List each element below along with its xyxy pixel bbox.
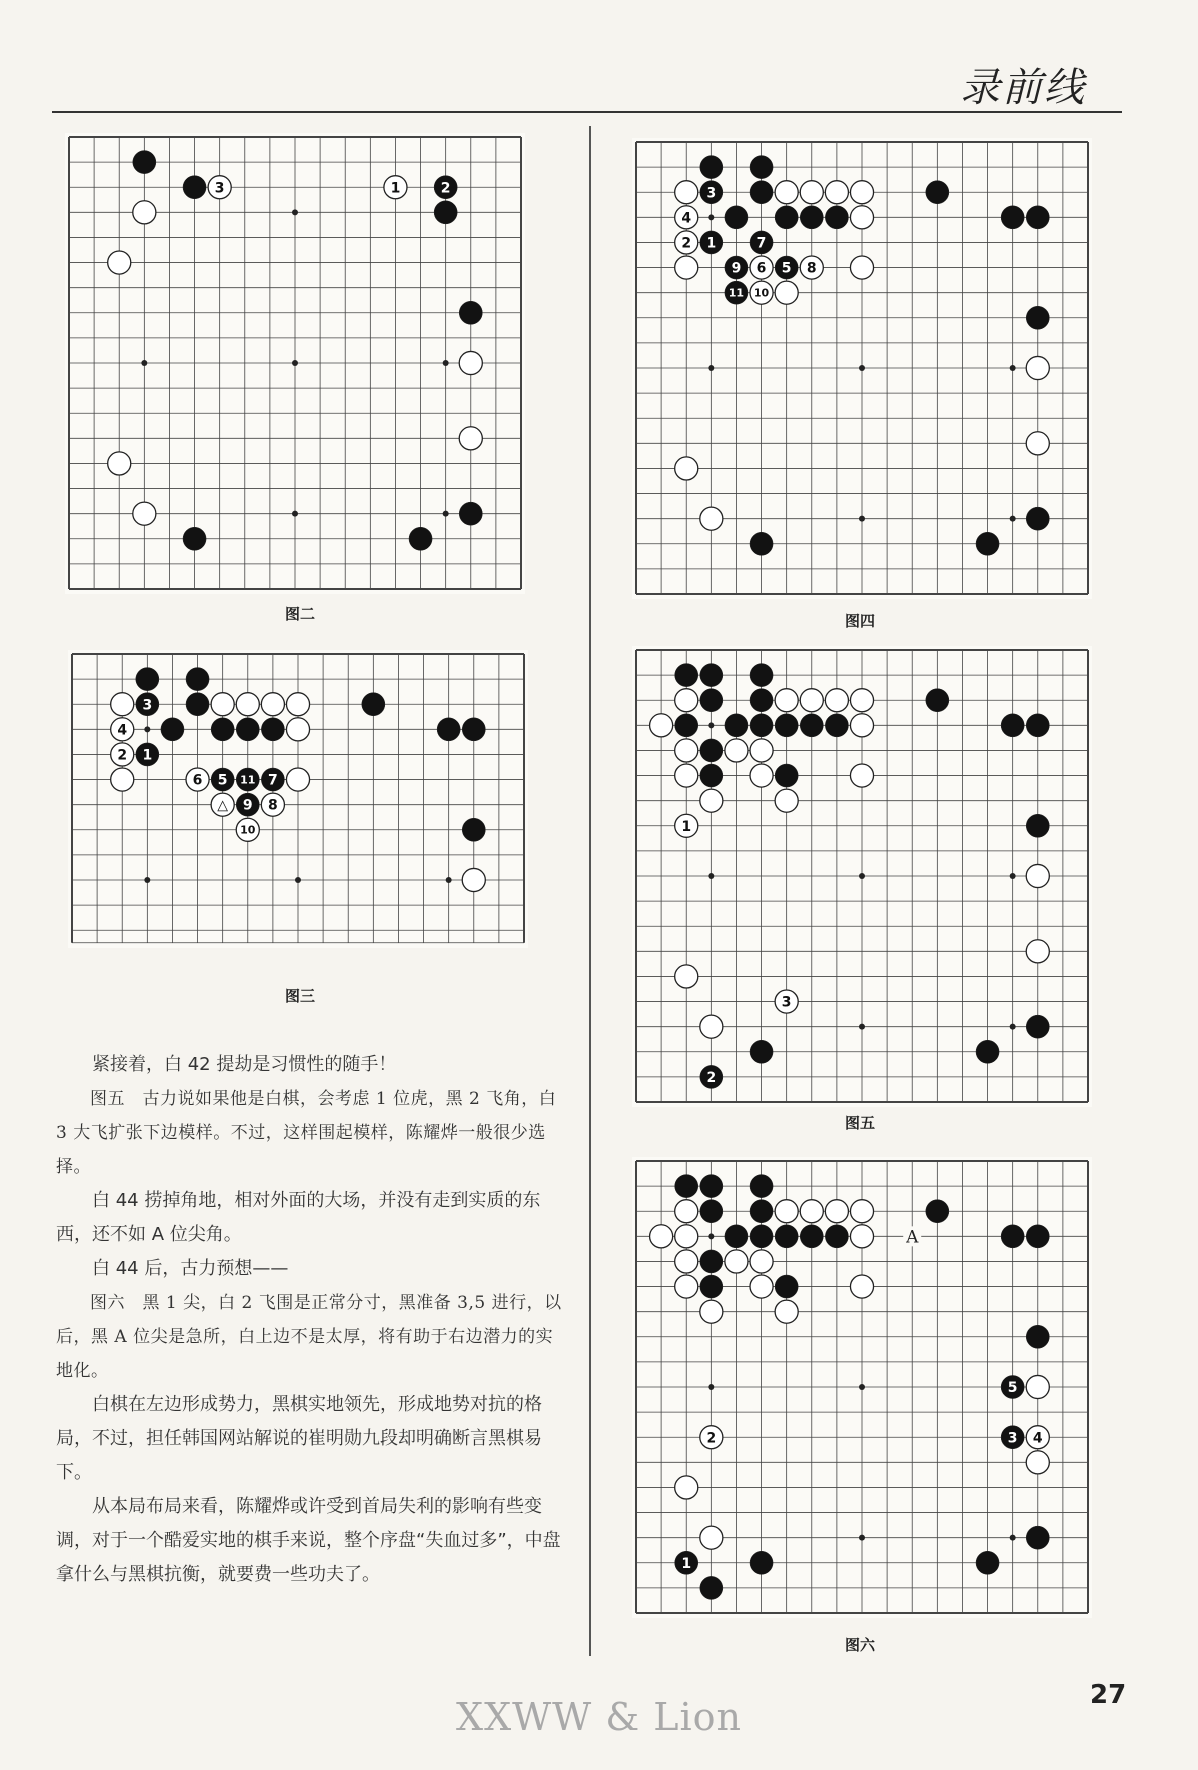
white-stone — [1026, 432, 1049, 455]
go-board-fig2-svg — [65, 133, 525, 594]
go-board-fig6-svg — [632, 1157, 1092, 1618]
white-stone — [775, 181, 798, 204]
black-stone — [775, 1275, 798, 1298]
header-rule — [52, 111, 1122, 113]
white-stone — [700, 789, 723, 812]
white-stone — [850, 1200, 873, 1223]
white-stone — [111, 768, 134, 791]
black-stone — [700, 1175, 723, 1198]
caption-fig5: 图五 — [844, 1114, 875, 1132]
white-stone — [675, 1275, 698, 1298]
watermark: XXWW & Lion — [456, 1695, 742, 1739]
black-stone — [1026, 1325, 1049, 1348]
go-board-fig3-svg — [68, 650, 528, 948]
star-point — [446, 877, 452, 883]
black-stone — [750, 689, 773, 712]
black-stone — [775, 714, 798, 737]
black-stone — [750, 532, 773, 555]
star-point — [708, 365, 714, 371]
move-number-label: 2 — [440, 180, 451, 197]
move-number-label: 1 — [681, 818, 692, 835]
white-stone — [850, 689, 873, 712]
black-stone — [133, 151, 156, 174]
star-point — [859, 1384, 865, 1390]
move-number-label: 4 — [681, 210, 692, 227]
black-stone — [976, 1040, 999, 1063]
black-stone — [236, 718, 259, 741]
article-paragraph: 白 44 后，古力预想—— — [92, 1258, 289, 1279]
white-stone — [462, 868, 485, 891]
white-stone — [211, 693, 234, 716]
white-stone — [850, 206, 873, 229]
white-stone — [1026, 864, 1049, 887]
caption-fig2: 图二 — [284, 605, 315, 623]
move-number-label: 4 — [117, 722, 128, 739]
white-stone — [850, 181, 873, 204]
black-stone — [1001, 714, 1024, 737]
article-paragraph: 紧接着，白 42 提劫是习惯性的随手！ — [92, 1054, 397, 1075]
black-stone — [750, 664, 773, 687]
caption-fig3: 图三 — [284, 987, 315, 1005]
black-stone — [459, 301, 482, 324]
black-stone — [750, 1200, 773, 1223]
star-point — [708, 214, 714, 220]
star-point — [141, 360, 147, 366]
white-stone — [675, 457, 698, 480]
star-point — [708, 722, 714, 728]
black-stone — [926, 1200, 949, 1223]
black-stone — [800, 206, 823, 229]
black-stone — [462, 818, 485, 841]
caption-fig4: 图四 — [844, 612, 875, 630]
white-stone — [750, 1275, 773, 1298]
white-stone — [775, 281, 798, 304]
white-stone — [800, 181, 823, 204]
black-stone — [1026, 507, 1049, 530]
go-board-fig2 — [65, 133, 525, 594]
column-divider — [589, 126, 591, 1656]
white-stone — [675, 689, 698, 712]
move-number-label: 2 — [706, 1430, 717, 1447]
white-stone — [286, 693, 309, 716]
move-number-label: 1 — [142, 747, 153, 764]
black-stone — [437, 718, 460, 741]
white-stone — [1026, 940, 1049, 963]
white-stone — [675, 1250, 698, 1273]
white-stone — [1026, 356, 1049, 379]
move-number-label: 10 — [753, 286, 770, 300]
move-number-label: 9 — [242, 797, 253, 814]
white-stone — [111, 693, 134, 716]
white-stone — [675, 181, 698, 204]
white-stone — [133, 201, 156, 224]
move-number-label: 9 — [731, 260, 742, 277]
black-stone — [775, 1225, 798, 1248]
black-stone — [1001, 1225, 1024, 1248]
black-stone — [700, 1576, 723, 1599]
star-point — [443, 511, 449, 517]
star-point — [1010, 365, 1016, 371]
page-number: 27 — [1090, 1680, 1127, 1710]
move-number-label: 4 — [1032, 1430, 1043, 1447]
article-paragraph: 白 44 捞掉角地，相对外面的大场，并没有走到实质的东西，还不如 A 位尖角。 — [56, 1190, 541, 1245]
white-stone — [261, 693, 284, 716]
star-point — [859, 365, 865, 371]
move-number-label: 8 — [268, 797, 278, 814]
white-stone — [675, 1225, 698, 1248]
move-number-label: 3 — [1007, 1430, 1018, 1447]
black-stone — [462, 718, 485, 741]
go-board-fig3 — [68, 650, 528, 948]
black-stone — [825, 714, 848, 737]
move-number-label: 2 — [117, 747, 128, 764]
black-stone — [750, 1175, 773, 1198]
star-point — [144, 877, 150, 883]
white-stone — [825, 181, 848, 204]
white-stone — [700, 1015, 723, 1038]
black-stone — [1026, 814, 1049, 837]
article-paragraph-fig6: 图六 黑 1 尖，白 2 飞围是正常分寸，黑准备 3,5 进行，以后，黑 A 位尖是急所，白上边不是太厚，将有助于右边潜力的实地化。 — [56, 1293, 562, 1381]
white-stone — [286, 718, 309, 741]
white-stone — [286, 768, 309, 791]
black-stone — [825, 206, 848, 229]
position-label-a: A — [906, 1227, 919, 1248]
white-stone — [825, 689, 848, 712]
move-number-label: 7 — [756, 235, 767, 252]
white-stone — [459, 427, 482, 450]
black-stone — [976, 1551, 999, 1574]
white-stone — [108, 452, 131, 475]
move-number-label: 3 — [781, 994, 792, 1011]
white-stone — [725, 1250, 748, 1273]
star-point — [708, 873, 714, 879]
black-stone — [675, 664, 698, 687]
black-stone — [459, 502, 482, 525]
move-number-label: 3 — [214, 180, 225, 197]
move-number-label: △ — [217, 797, 229, 814]
black-stone — [675, 714, 698, 737]
white-stone — [133, 502, 156, 525]
white-stone — [800, 1200, 823, 1223]
star-point — [1010, 516, 1016, 522]
star-point — [859, 1535, 865, 1541]
move-number-label: 11 — [240, 773, 256, 787]
white-stone — [700, 507, 723, 530]
white-stone — [850, 714, 873, 737]
white-stone — [725, 739, 748, 762]
star-point — [295, 877, 301, 883]
black-stone — [750, 714, 773, 737]
move-number-label: 2 — [706, 1069, 717, 1086]
black-stone — [825, 1225, 848, 1248]
black-stone — [976, 532, 999, 555]
black-stone — [800, 714, 823, 737]
black-stone — [186, 668, 209, 691]
white-stone — [775, 1300, 798, 1323]
star-point — [859, 516, 865, 522]
white-stone — [108, 251, 131, 274]
white-stone — [850, 1225, 873, 1248]
black-stone — [800, 1225, 823, 1248]
white-stone — [825, 1200, 848, 1223]
black-stone — [136, 668, 159, 691]
star-point — [292, 511, 298, 517]
white-stone — [675, 1476, 698, 1499]
black-stone — [700, 156, 723, 179]
black-stone — [1026, 306, 1049, 329]
white-stone — [236, 693, 259, 716]
black-stone — [211, 718, 234, 741]
black-stone — [1026, 1526, 1049, 1549]
star-point — [292, 360, 298, 366]
move-number-label: 5 — [1007, 1380, 1018, 1397]
article-paragraph: 从本局布局来看，陈耀烨或许受到首局失利的影响有些变调，对于一个酷爱实地的棋手来说，整个序盘“失血过多”，中盘拿什么与黑棋抗衡，就要费一些功夫了。 — [56, 1496, 561, 1585]
black-stone — [750, 1225, 773, 1248]
article-paragraph: 白棋在左边形成势力，黑棋实地领先，形成地势对抗的格局，不过，担任韩国网站解说的崔明勋九段却明确断言黑棋易下。 — [56, 1394, 542, 1483]
black-stone — [700, 739, 723, 762]
black-stone — [1026, 1015, 1049, 1038]
article-body — [56, 1048, 564, 1592]
move-number-label: 6 — [756, 260, 767, 277]
header-title: 录前线 — [960, 65, 1086, 111]
star-point — [1010, 1535, 1016, 1541]
black-stone — [700, 1200, 723, 1223]
white-stone — [650, 1225, 673, 1248]
white-stone — [675, 764, 698, 787]
go-board-fig5 — [632, 646, 1092, 1107]
black-stone — [750, 181, 773, 204]
black-stone — [700, 664, 723, 687]
caption-fig6: 图六 — [844, 1636, 875, 1654]
black-stone — [183, 527, 206, 550]
white-stone — [750, 764, 773, 787]
move-number-label: 10 — [240, 823, 256, 837]
black-stone — [434, 201, 457, 224]
white-stone — [1026, 1451, 1049, 1474]
black-stone — [750, 156, 773, 179]
move-number-label: 3 — [706, 185, 717, 202]
white-stone — [775, 1200, 798, 1223]
black-stone — [725, 1225, 748, 1248]
move-number-label: 5 — [781, 260, 792, 277]
move-number-label: 5 — [217, 772, 228, 789]
star-point — [859, 1024, 865, 1030]
white-stone — [675, 739, 698, 762]
move-number-label: 11 — [728, 286, 745, 300]
black-stone — [750, 1551, 773, 1574]
star-point — [859, 873, 865, 879]
white-stone — [800, 689, 823, 712]
black-stone — [362, 693, 385, 716]
white-stone — [459, 351, 482, 374]
white-stone — [850, 764, 873, 787]
black-stone — [775, 206, 798, 229]
move-number-label: 3 — [142, 697, 153, 714]
black-stone — [926, 689, 949, 712]
black-stone — [1026, 206, 1049, 229]
black-stone — [700, 1250, 723, 1273]
white-stone — [675, 256, 698, 279]
black-stone — [700, 689, 723, 712]
black-stone — [1026, 1225, 1049, 1248]
move-number-label: 7 — [268, 772, 278, 789]
black-stone — [750, 1040, 773, 1063]
white-stone — [775, 789, 798, 812]
star-point — [1010, 1024, 1016, 1030]
article-paragraph-fig5: 图五 古力说如果他是白棋，会考虑 1 位虎，黑 2 飞角，白 3 大飞扩张下边模样。不过，这样围起模样，陈耀烨一般很少选择。 — [56, 1089, 557, 1177]
star-point — [708, 1233, 714, 1239]
black-stone — [675, 1175, 698, 1198]
white-stone — [675, 965, 698, 988]
move-number-label: 1 — [681, 1555, 692, 1572]
white-stone — [700, 1526, 723, 1549]
white-stone — [775, 689, 798, 712]
move-number-label: 8 — [806, 260, 817, 277]
black-stone — [183, 176, 206, 199]
black-stone — [700, 764, 723, 787]
move-number-label: 1 — [706, 235, 717, 252]
black-stone — [161, 718, 184, 741]
black-stone — [725, 714, 748, 737]
star-point — [292, 209, 298, 215]
white-stone — [750, 1250, 773, 1273]
go-board-fig6 — [632, 1157, 1092, 1618]
white-stone — [1026, 1375, 1049, 1398]
black-stone — [261, 718, 284, 741]
black-stone — [725, 206, 748, 229]
go-board-fig4-svg — [632, 138, 1092, 599]
white-stone — [700, 1300, 723, 1323]
black-stone — [409, 527, 432, 550]
black-stone — [1026, 714, 1049, 737]
white-stone — [675, 1200, 698, 1223]
star-point — [1010, 873, 1016, 879]
white-stone — [650, 714, 673, 737]
move-number-label: 6 — [192, 772, 203, 789]
black-stone — [926, 181, 949, 204]
star-point — [708, 1384, 714, 1390]
star-point — [144, 726, 150, 732]
black-stone — [186, 693, 209, 716]
white-stone — [850, 256, 873, 279]
black-stone — [700, 1275, 723, 1298]
black-stone — [1001, 206, 1024, 229]
white-stone — [850, 1275, 873, 1298]
go-board-fig4 — [632, 138, 1092, 599]
star-point — [443, 360, 449, 366]
black-stone — [775, 764, 798, 787]
white-stone — [750, 739, 773, 762]
go-board-fig5-svg — [632, 646, 1092, 1107]
move-number-label: 2 — [681, 235, 692, 252]
move-number-label: 1 — [390, 180, 401, 197]
